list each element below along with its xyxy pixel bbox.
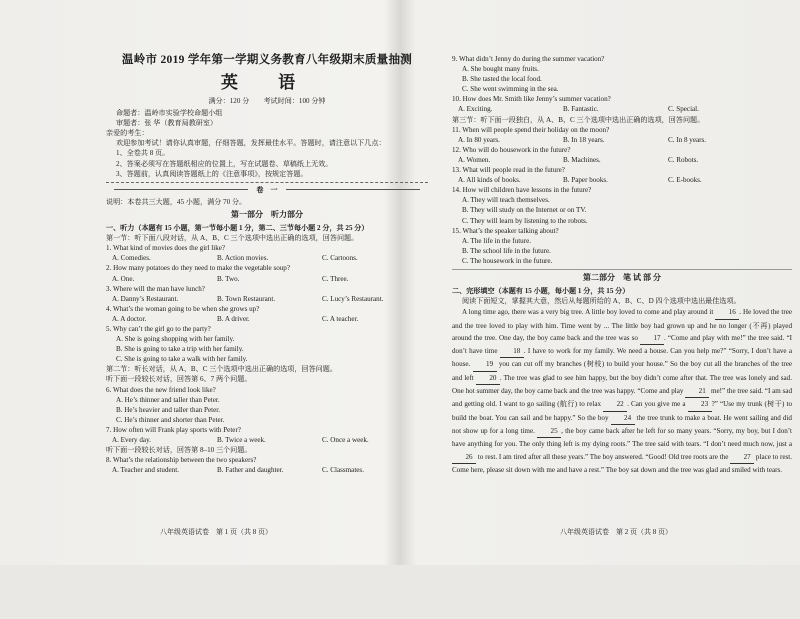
passage-text: place to rest. Come here, please sit down with me and have a rest.” The boy sat down and the tree was glad and smiled with tears. xyxy=(452,452,792,474)
subsection-note: 听下面一段较长对话，回答第 6、7 两个问题。 xyxy=(106,375,252,384)
passage-text: me!” the tree said. “I am sad and getting old. I want to go sailing (航行) to relax xyxy=(452,387,792,409)
question-6: 6. What does the new friend look like? xyxy=(106,385,216,394)
question-8: 8. What’s the relationship between the two speakers? xyxy=(106,456,257,465)
divider xyxy=(106,182,428,183)
subject-title: 英 语 xyxy=(220,73,314,92)
options-1 xyxy=(106,253,428,263)
greeting: 亲爱的考生： xyxy=(106,129,149,138)
option-c: C. He’s thinner and shorter than Peter. xyxy=(116,415,225,424)
options-12 xyxy=(452,155,792,165)
option-a: A. Teacher and student. xyxy=(112,466,179,475)
passage-text: A long time ago, there was a very big tree. A little boy loved to come and play around it xyxy=(462,308,716,317)
score-info: 满分：120 分 考试时间：100 分钟 xyxy=(208,97,326,105)
blank-21: 21 xyxy=(685,385,709,398)
section-heading: 二、完形填空（本题有 15 小题，每小题 1 分，共 15 分） xyxy=(452,287,630,296)
option-b: B. She is going to take a trip with her family. xyxy=(116,345,244,354)
blank-23: 23 xyxy=(688,398,712,411)
option-b: B. Action movies. xyxy=(217,254,269,263)
option-b: B. The school life in the future. xyxy=(462,246,551,255)
passage-text: the tree trunk to make a boat. He went sailing and did not show up for a long time. xyxy=(452,413,792,435)
option-a: A. Comedies. xyxy=(112,254,151,263)
options-10 xyxy=(452,104,792,114)
question-4: 4. What’s the woman going to be when she grows up? xyxy=(106,304,260,313)
blank-20: 20 xyxy=(476,372,500,385)
part-heading: 第二部分 笔 试 部 分 xyxy=(583,272,661,282)
question-5: 5. Why can’t the girl go to the party? xyxy=(106,324,211,333)
option-a: A. One. xyxy=(112,274,135,283)
question-15: 15. What’s the speaker talking about? xyxy=(452,226,559,235)
option-b: B. In 18 years. xyxy=(563,135,605,144)
option-a: A. He’s thinner and taller than Peter. xyxy=(116,395,220,404)
exam-title: 温岭市 2019 学年第一学期义务教育八年级期末质量抽测 xyxy=(121,54,413,66)
passage-text: to rest. I am tired after all these years.” The boy answered. “Good! Old tree roots are the xyxy=(476,452,731,461)
subsection-heading: 第二节：听长对话，从 A、B、C 三个选项中选出正确的选项，回答问题。 xyxy=(106,365,337,374)
option-b: B. She tasted the local food. xyxy=(462,75,542,84)
proposer: 命题者：温岭市实验学校命题小组 xyxy=(116,109,223,118)
blank-25: 25 xyxy=(537,425,561,438)
passage-text: you can cut off my branches (树枝) to build your house.” So the boy cut all the branches of the tree and left xyxy=(452,360,792,382)
option-c: C. She went swimming in the sea. xyxy=(462,85,559,94)
option-c: C. The housework in the future. xyxy=(462,256,553,265)
options-7 xyxy=(106,435,428,445)
blank-22: 22 xyxy=(603,398,627,411)
option-a: A. She bought many fruits. xyxy=(462,65,539,74)
option-b: B. They will study on the Internet or on TV. xyxy=(462,206,587,215)
option-b: B. Fantastic. xyxy=(563,105,599,114)
passage-text: . The tree was glad to see him happy, but the boy didn’t come after that. The tree was lonely and sad. One hot summer day, the boy came back and the tree was happy. “Come and play xyxy=(452,373,792,396)
juan-label: 卷 一 xyxy=(256,185,278,194)
blank-17: 17 xyxy=(640,332,664,345)
option-b: B. Father and daughter. xyxy=(217,466,284,475)
question-2: 2. How many potatoes do they need to make the vegetable soup? xyxy=(106,264,290,273)
option-c: C. Lucy’s Restaurant. xyxy=(322,294,384,303)
section-heading: 一、听力（本题有 15 小题，第一节每小题 1 分，第二、三节每小题 2 分，共 25 分） xyxy=(106,224,369,233)
passage-text: . Can you give me a xyxy=(627,400,688,409)
note-2: 2、答案必须写在答题纸相应的位置上，写在试题卷、草稿纸上无效。 xyxy=(116,159,333,168)
option-a: A. Danny’s Restaurant. xyxy=(112,294,179,303)
question-3: 3. Where will the man have lunch? xyxy=(106,284,205,293)
question-10: 10. How does Mr. Smith like Jenny’s summer vacation? xyxy=(452,95,611,104)
blank-24: 24 xyxy=(611,412,635,425)
part-heading: 第一部分 听力部分 xyxy=(231,209,303,219)
question-12: 12. Who will do housework in the future? xyxy=(452,145,571,154)
option-a: A. Every day. xyxy=(112,436,151,444)
subsection-heading: 第三节：听下面一段独白，从 A、B、C 三个选项中选出正确的选项，回答问题。 xyxy=(452,115,705,124)
instruction: 说明：本卷共三大题，45 小题，满分 70 分。 xyxy=(106,197,247,206)
page-1 xyxy=(106,0,428,565)
subsection-heading: 第一节：听下面八段对话，从 A、B、C 三个选项中选出正确的选项，回答问题。 xyxy=(106,234,359,243)
reviewer: 审题者：张 华（教育局教研室） xyxy=(116,119,218,128)
blank-26: 26 xyxy=(452,451,476,464)
question-1: 1. What kind of movies does the girl like? xyxy=(106,244,226,253)
rule-right xyxy=(286,189,420,190)
question-7: 7. How often will Frank play sports with Peter? xyxy=(106,425,241,434)
option-c: C. Once a week. xyxy=(322,436,369,444)
section-juan xyxy=(106,185,428,195)
note-1: 1、全卷共 8 页。 xyxy=(116,149,170,158)
option-b: B. Two. xyxy=(217,274,240,283)
divider xyxy=(452,269,792,270)
question-14: 14. How will children have lessons in the future? xyxy=(452,186,592,195)
passage-text: , the boy came back after he left for so many years. “Sorry, my boy, but I don’t have anything for you. The only thing left is my dying roots.” The tree said with tears. “I don’t need much now, just a xyxy=(452,426,792,449)
option-a: A. They will teach themselves. xyxy=(462,196,550,205)
options-11 xyxy=(452,135,792,145)
option-c: C. She is going to take a walk with her family. xyxy=(116,355,248,364)
option-c: C. E-books. xyxy=(668,176,702,185)
option-a: A. All kinds of books. xyxy=(458,176,521,185)
welcome-text: 欢迎参加考试！请你认真审题，仔细答题，发挥最佳水平。答题时，请注意以下几点： xyxy=(116,139,386,148)
question-9: 9. What didn’t Jenny do during the summer vacation? xyxy=(452,55,605,63)
option-a: A. A doctor. xyxy=(112,314,147,323)
option-c: C. Robots. xyxy=(668,155,699,164)
option-a: A. Exciting. xyxy=(458,105,493,114)
option-b: B. Machines. xyxy=(563,155,601,164)
option-c: C. Special. xyxy=(668,105,699,114)
option-c: C. They will learn by listening to the robots. xyxy=(462,216,588,225)
passage-text: . I have to work for my family. We need a house. Can you help me?” “Sorry, I don’t have a house. xyxy=(452,347,792,369)
passage-text: . “Come and play with me!” the tree said. “I don’t have time xyxy=(452,333,792,356)
option-a: A. The life in the future. xyxy=(462,236,532,245)
option-a: A. Women. xyxy=(458,155,491,164)
blank-27: 27 xyxy=(730,451,754,464)
subsection-note: 听下面一段较长对话，回答第 8–10 三个问题。 xyxy=(106,446,252,455)
rule-left xyxy=(114,189,248,190)
page-footer-2: 八年级英语试卷 第 2 页（共 8 页） xyxy=(560,528,672,536)
option-a: A. In 80 years. xyxy=(458,135,500,144)
blank-18: 18 xyxy=(500,345,524,358)
option-b: B. A driver. xyxy=(217,314,250,323)
blank-19: 19 xyxy=(473,358,497,371)
option-c: C. In 8 years. xyxy=(668,135,707,144)
option-c: C. A teacher. xyxy=(322,314,359,323)
option-a: A. She is going shopping with her family. xyxy=(116,335,235,344)
cloze-passage xyxy=(452,306,792,476)
options-2 xyxy=(106,274,428,284)
options-3 xyxy=(106,294,428,304)
option-c: C. Cartoons. xyxy=(322,254,358,263)
note-3: 3、答题前，认真阅读答题纸上的《注意事项》，按规定答题。 xyxy=(116,169,308,178)
passage-text: . He loved the tree and the tree loved to play with him. Time went by ... The little boy had grown up and he no longer (不再) played around the tree. One day, the boy came back and the tree was so xyxy=(452,308,792,342)
section-instruction: 阅读下面短文，掌握其大意，然后从每题所给的 A、B、C、D 四个选项中选出最佳选项。 xyxy=(462,297,741,306)
question-11: 11. When will people spend their holiday on the moon? xyxy=(452,125,610,134)
option-b: B. He’s heavier and taller than Peter. xyxy=(116,405,221,414)
option-b: B. Town Restaurant. xyxy=(217,294,276,303)
page-footer-1: 八年级英语试卷 第 1 页（共 8 页） xyxy=(160,528,272,536)
option-b: B. Twice a week. xyxy=(217,436,266,444)
options-13 xyxy=(452,175,792,185)
passage-text: ?” “Use my trunk (树干) to build the boat. You can sail and be happy.” So the boy xyxy=(452,400,793,422)
options-8 xyxy=(106,465,428,475)
question-13: 13. What will people read in the future? xyxy=(452,166,565,175)
option-c: C. Classmates. xyxy=(322,466,364,475)
blank-16: 16 xyxy=(715,306,739,319)
options-4 xyxy=(106,314,428,324)
option-b: B. Paper books. xyxy=(563,176,608,185)
option-c: C. Three. xyxy=(322,274,349,283)
